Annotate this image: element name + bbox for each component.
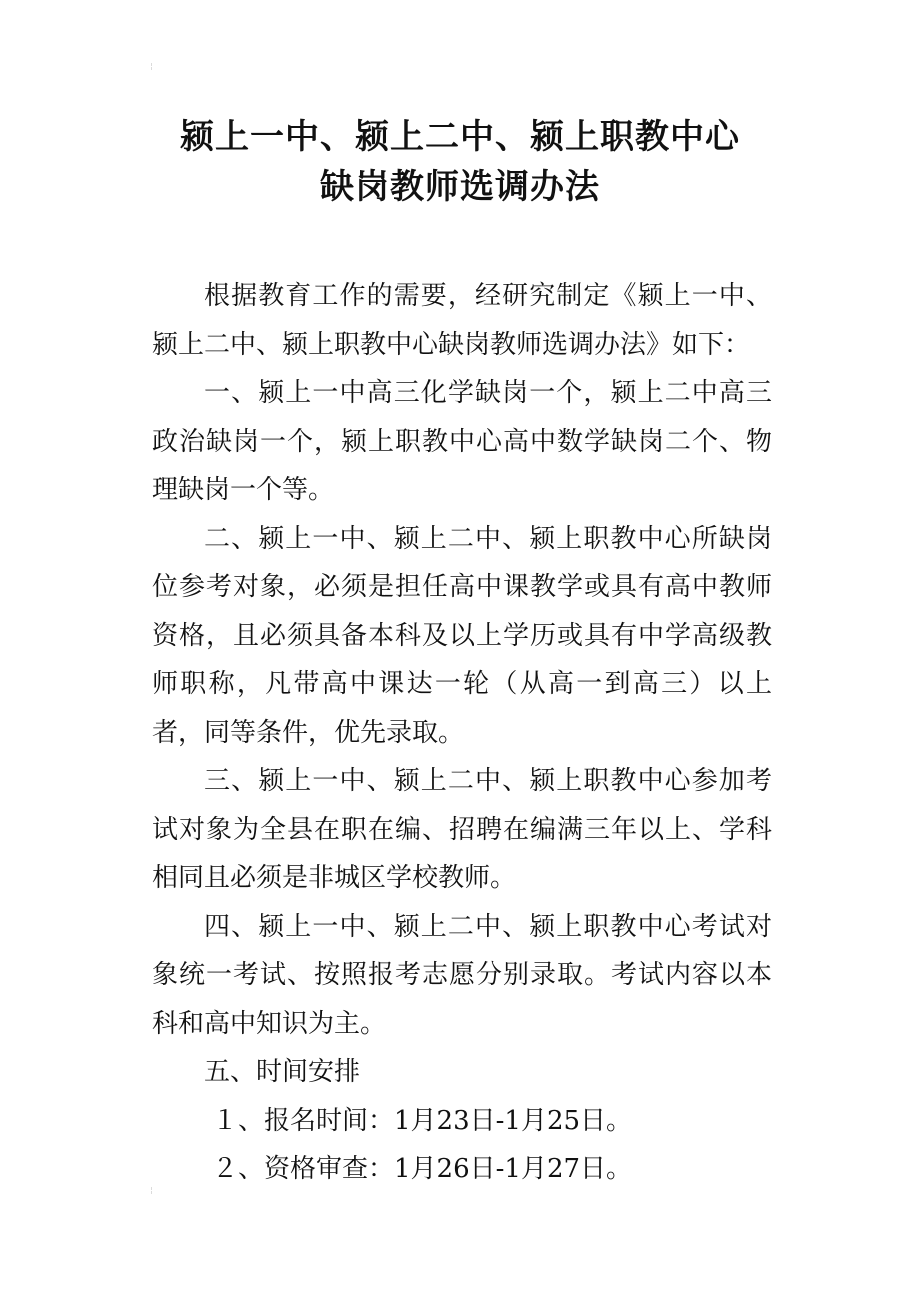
section-3-paragraph: 三、颍上一中、颍上二中、颍上职教中心参加考试对象为全县在职在编、招聘在编满三年以上、学科相同且必须是非城区学校教师。	[152, 766, 772, 893]
document-title	[0, 112, 920, 212]
title-line-1: 颍上一中、颍上二中、颍上职教中心	[180, 117, 740, 157]
title-line-2: 缺岗教师选调办法	[320, 167, 600, 207]
section-2-paragraph: 二、颍上一中、颍上二中、颍上职教中心所缺岗位参考对象，必须是担任高中课教学或具有高中教师资格，且必须具备本科及以上学历或具有中学高级教师职称，凡带高中课达一轮（从高一到高三）以上者，同等条件，优先录取。	[152, 523, 772, 748]
document-body	[152, 272, 772, 1194]
section-1-paragraph: 一、颍上一中高三化学缺岗一个，颍上二中高三政治缺岗一个，颍上职教中心高中数学缺岗二个、物理缺岗一个等。	[152, 378, 772, 505]
section-5-heading: 五、时间安排	[204, 1057, 361, 1087]
page-corner-mark	[148, 62, 156, 76]
section-4-paragraph: 四、颍上一中、颍上二中、颍上职教中心考试对象统一考试、按照报考志愿分别录取。考试内容以本科和高中知识为主。	[152, 911, 772, 1039]
intro-paragraph: 根据教育工作的需要，经研究制定《颍上一中、颍上二中、颍上职教中心缺岗教师选调办法》如下：	[152, 281, 772, 360]
page-corner-mark	[148, 1186, 156, 1200]
schedule-item-review: ２、资格审查：1月26日-1月27日。	[212, 1154, 633, 1184]
schedule-item-registration: １、报名时间：1月23日-1月25日。	[212, 1105, 633, 1136]
